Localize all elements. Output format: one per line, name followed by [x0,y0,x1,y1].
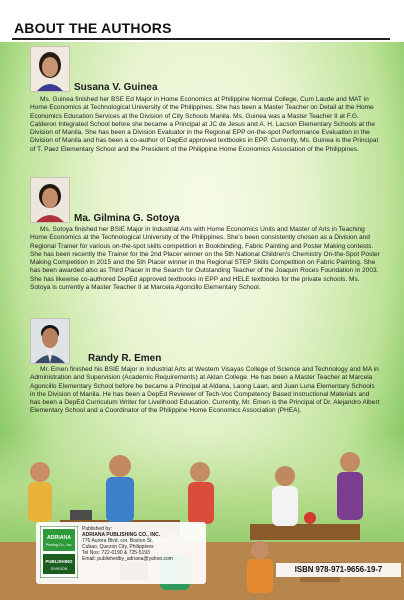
author-photo-susana [30,46,70,92]
header-bar [0,0,404,42]
publisher-address [82,526,206,563]
adriana-logo [40,526,78,578]
author-name-2: Ma. Gilmina G. Sotoya [74,213,180,224]
publisher-info [36,522,206,584]
author-bio-1: Ms. Guinea finished her BSE Ed Major in Home Economics at Philippine Normal College, Cum Laude and MAT in Home Economics at Technological University of the Philippines. She has been a Master Teacher on Detail at the Home Economics Education Services at the Division of City Schools Manila. Ms. Guinea was a Master Teacher II at F.G. Calderon Integrated School before she became a Principal at JC de Jesus and A. H. Lacson Elementary Schools at the Division of Manila. She has been a Division Evaluator in the Regional EPP on-the-spot Performance Evaluation in the Division of Manila and has been a co-author of DepEd approved textbooks in EPP. Currently, Ms. Guinea is the Principal of T. Paez Elementary School and the President of the Philippine Home Economics Association of the Philippines. [30,96,379,153]
publisher-phone: Tel Nos: 722-0190 & 725-5193 [82,550,150,557]
publisher-label: Published by: [82,526,113,532]
author-bio-3: Mr. Emen finished his BSIE Major in Industrial Arts at Western Visayas College of Science and Technology and MA in Administration and Supervision (Academic Requirements) at Aklan College. He has been a Master Teacher at Marcela Agoncillo Elementary School before he became a Principal at Aldana, Laong Laan, and Juan Luna Elementary Schools in the Division of Manila. He has been a DepEd Reviewer of Tech-Voc Competency Based Instructional Materials and has been a DepEd Curriculum Writer for Livelihood Education. Currently, Mr. Emen is the Principal of Dr. Alejandro Albert Elementary School and a Coordinator of the Philippine Home Economics Association (PHEA). [30,366,380,415]
publisher-city: Cubao, Quezon City, Philippines [82,544,154,551]
svg-text:DIVISION: DIVISION [50,567,68,571]
publisher-street: 776 Aurora Blvd. cor. Boston St. [82,538,153,545]
author-name-3: Randy R. Emen [88,353,162,364]
isbn-label: ISBN 978-971-9656-19-7 [276,563,401,577]
author-photo-gilmina [30,177,70,223]
svg-text:Printing Co., Inc.: Printing Co., Inc. [45,543,73,547]
publisher-email: Email: publishedby_adriana@yahoo.com [82,556,173,563]
publisher-name: ADRIANA PUBLISHING CO., INC. [82,532,161,539]
author-photo-randy [30,318,70,364]
author-bio-2: Ms. Sotoya finished her BSIE Major in Industrial Arts with Home Economics Units and Master of Arts in Teaching Home Economics at the Technological University of the Philippines. She's been consistently chosen as a Division and Regional Trainer for various on-the-spot skills competition in Bookbinding, Fabric Painting and Poster Making contests. She has been recently the Trainer for the 2nd Placer winner on the 5th National Children's Chemistry On-the-Spot Poster Making Competition in 2015 and the 5th Placer winner in the Regional STEP Skills Competition on Fabric Painting. She has been awarded also as Third Placer in the Search for Outstanding Teacher of the Joaquin Roces Foundation in 2003. She has likewise co-authored DepEd approved textbooks in EPP and HELE textbooks for the private schools. Ms. Sotoya is currently a Master Teacher II at Marcela Agoncillo Elementary School. [30,226,380,292]
svg-text:ADRIANA: ADRIANA [47,535,71,541]
svg-text:PUBLISHING: PUBLISHING [45,559,73,564]
page-title: ABOUT THE AUTHORS [14,20,172,36]
header-divider [12,38,390,40]
author-name-1: Susana V. Guinea [74,82,158,93]
